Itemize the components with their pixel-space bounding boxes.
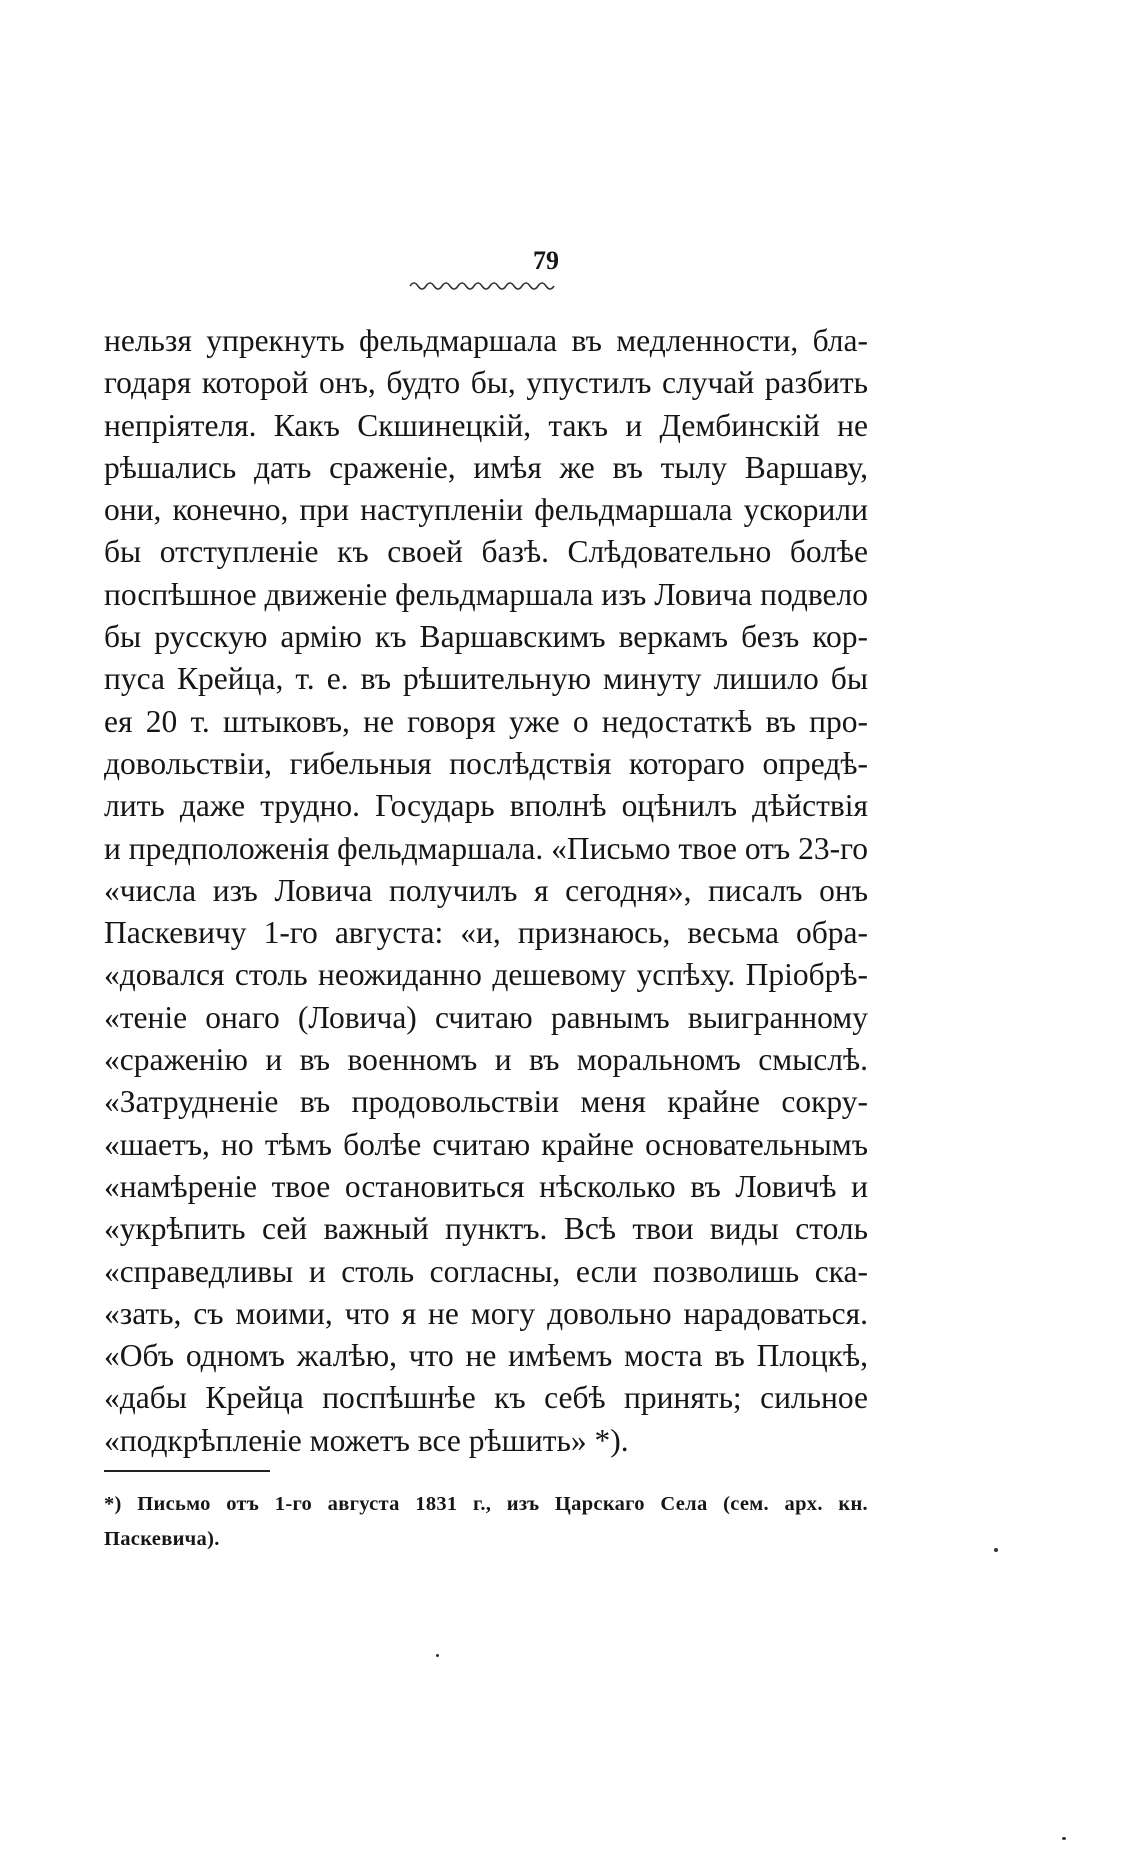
page-number: 79 <box>533 246 559 275</box>
footnote-divider <box>104 1470 270 1472</box>
scan-speck <box>436 1654 439 1657</box>
footnote-line: *) Письмо отъ 1-го августа 1831 г., изъ Царскаго Села (сем. арх. кн. <box>104 1493 868 1515</box>
footnote <box>104 1487 868 1557</box>
page-number-ornament <box>408 278 558 290</box>
body-line: «зать, съ моими, что я не могу довольно нарадоваться. <box>104 1295 868 1331</box>
body-line: пуса Крейца, т. е. въ рѣшительную минуту лишило бы <box>104 661 868 697</box>
body-line: «Затрудненіе въ продовольствіи меня крайне сокру- <box>104 1084 868 1120</box>
body-line: «числа изъ Ловича получилъ я сегодня», писалъ онъ <box>104 872 868 908</box>
body-line: «Объ одномъ жалѣю, что не имѣемъ моста въ Плоцкѣ, <box>104 1338 868 1374</box>
body-line: лить даже трудно. Государь вполнѣ оцѣнилъ дѣйствія <box>104 788 868 824</box>
body-line: «теніе онаго (Ловича) считаю равнымъ выигранному <box>104 999 868 1035</box>
body-line: нельзя упрекнуть фельдмаршала въ медленности, бла- <box>104 323 868 358</box>
body-line: довольствіи, гибельныя послѣдствія котораго опредѣ- <box>104 745 868 781</box>
body-line: они, конечно, при наступленіи фельдмаршала ускорили <box>104 492 868 528</box>
scan-speck <box>1062 1837 1066 1840</box>
footnote-line: Паскевича). <box>104 1528 220 1550</box>
body-line: ея 20 т. штыковъ, не говоря уже о недостаткѣ въ про- <box>104 703 868 739</box>
body-line: Паскевичу 1-го августа: «и, признаюсь, весьма обра- <box>104 915 868 951</box>
body-line: «довался столь неожиданно дешевому успѣху. Пріобрѣ- <box>104 957 868 993</box>
body-line: «шаетъ, но тѣмъ болѣе считаю крайне основательнымъ <box>104 1126 868 1162</box>
body-line-last: «подкрѣпленіе можетъ все рѣшить» *). <box>104 1422 629 1458</box>
body-line: «сраженію и въ военномъ и въ моральномъ смыслѣ. <box>104 1042 868 1078</box>
body-text <box>104 320 868 1462</box>
scan-speck <box>994 1548 998 1552</box>
body-line: «дабы Крейца поспѣшнѣе къ себѣ принять; сильное <box>104 1380 868 1416</box>
body-line: и предположенія фельдмаршала. «Письмо твое отъ 23-го <box>104 830 868 866</box>
body-line: «намѣреніе твое остановиться нѣсколько въ Ловичѣ и <box>104 1168 868 1204</box>
body-line: «укрѣпить сей важный пунктъ. Всѣ твои виды столь <box>104 1211 868 1247</box>
body-line: непріятеля. Какъ Скшинецкій, такъ и Дембинскій не <box>104 407 868 443</box>
body-line: «справедливы и столь согласны, если позволишь ска- <box>104 1253 868 1289</box>
body-line: бы русскую армію къ Варшавскимъ веркамъ безъ кор- <box>104 619 868 655</box>
body-line: бы отступленіе къ своей базѣ. Слѣдовательно болѣе <box>104 534 868 570</box>
body-line: годаря которой онъ, будто бы, упустилъ случай разбить <box>104 365 868 401</box>
body-line: поспѣшное движеніе фельдмаршала изъ Ловича подвело <box>104 576 868 612</box>
body-line: рѣшались дать сраженіе, имѣя же въ тылу Варшаву, <box>104 449 868 485</box>
